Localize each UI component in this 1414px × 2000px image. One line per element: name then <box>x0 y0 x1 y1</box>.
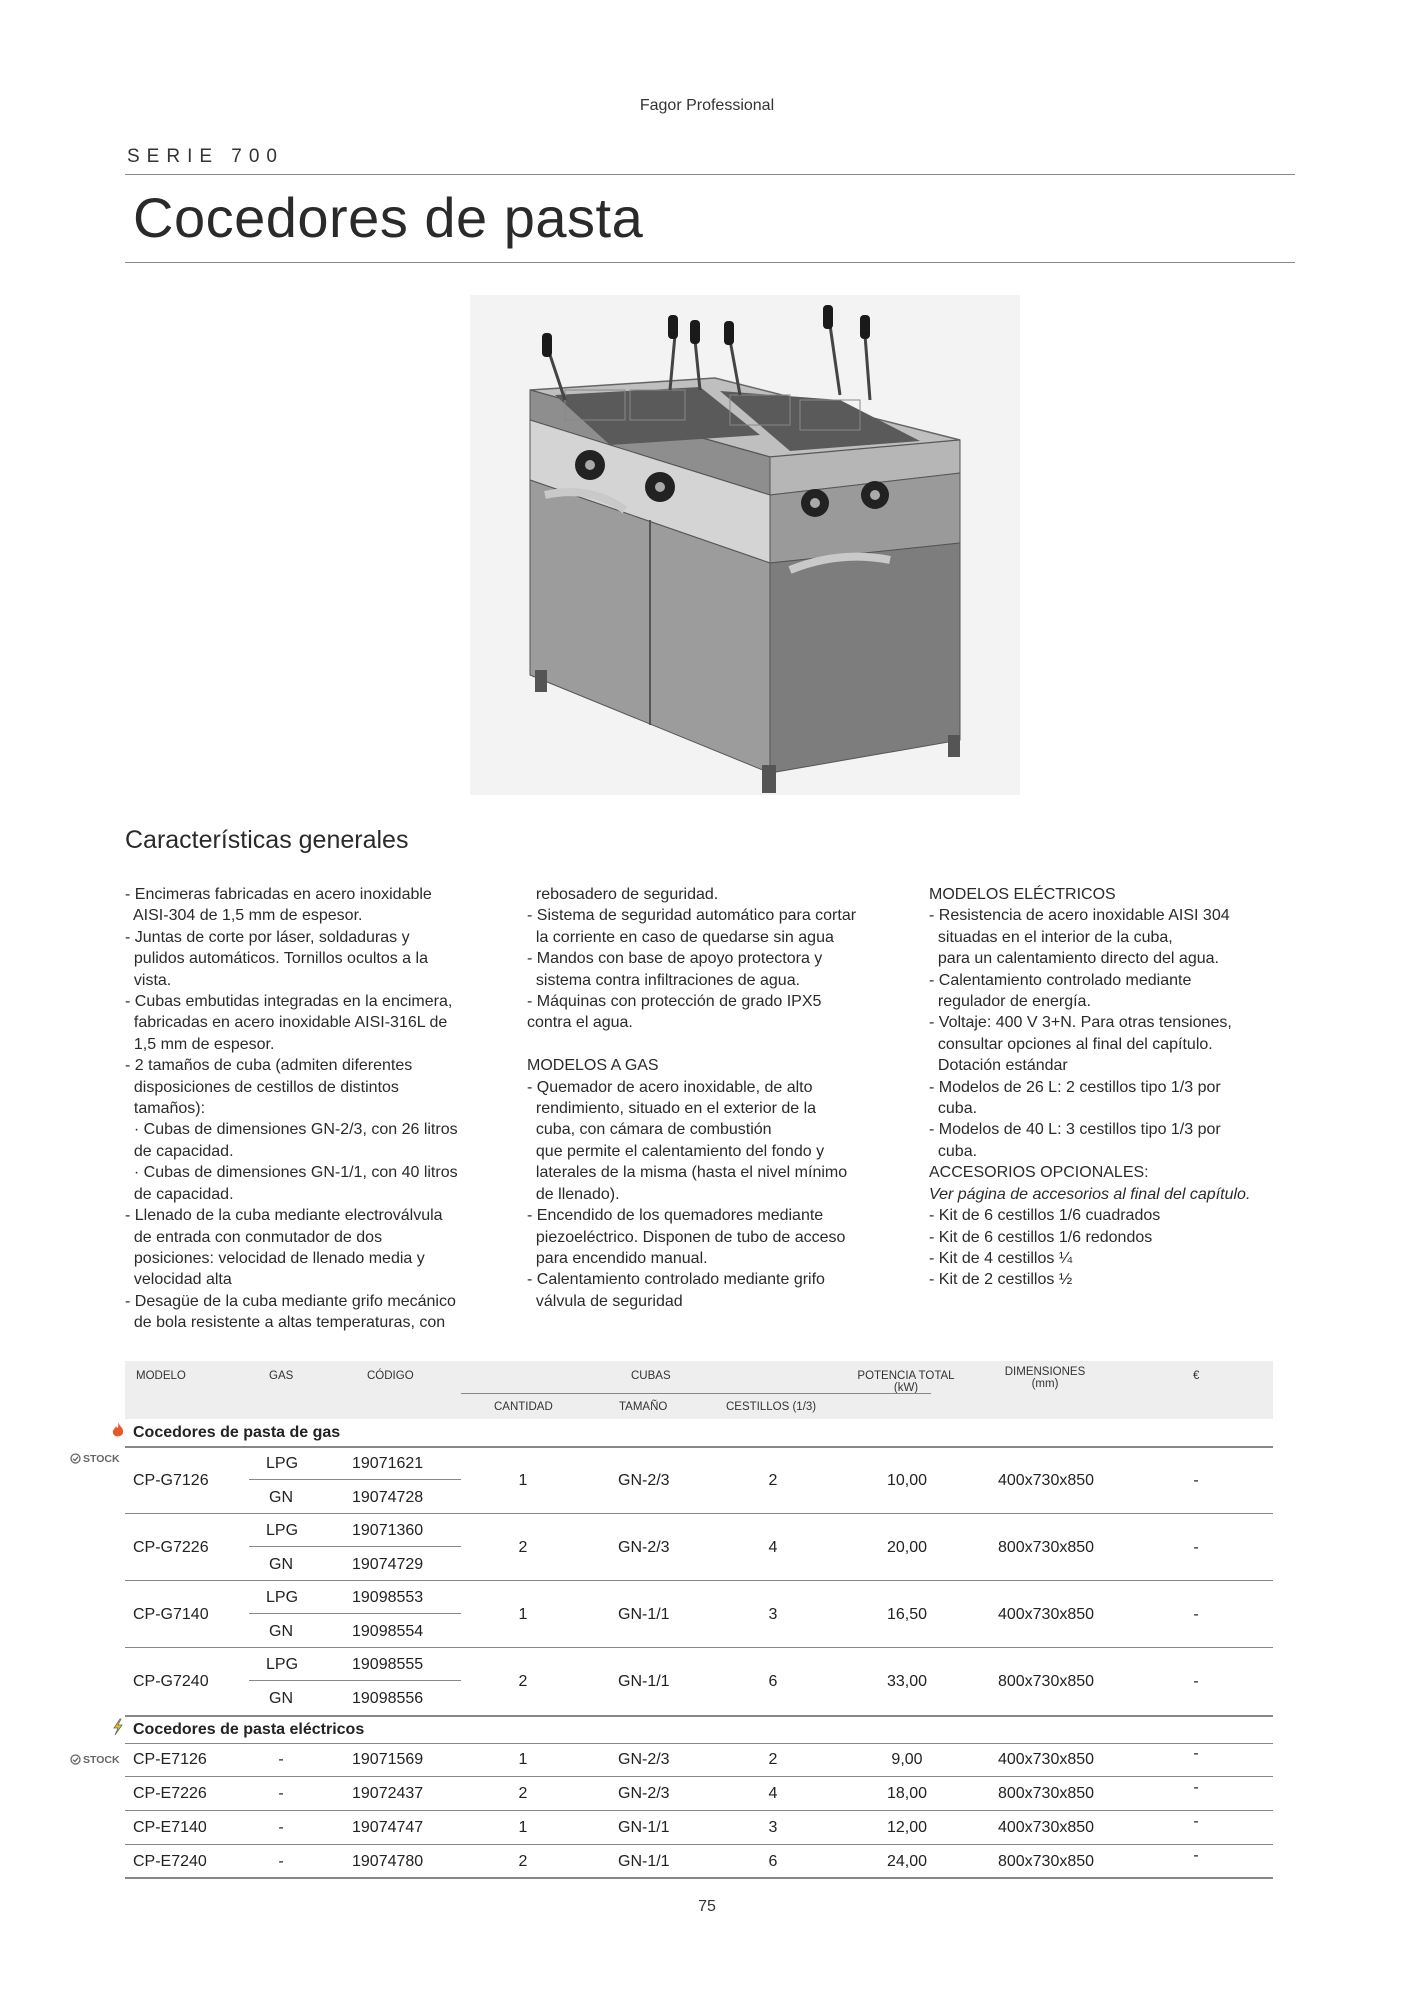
qty-cell: 1 <box>518 1472 528 1489</box>
model-cell: CP-E7240 <box>133 1853 207 1870</box>
dims-cell: 800x730x850 <box>997 1785 1095 1802</box>
qty-cell: 2 <box>518 1673 528 1690</box>
feature-line: pulidos automáticos. Tornillos ocultos a la <box>125 950 428 968</box>
feature-line: de entrada con conmutador de dos <box>125 1228 383 1246</box>
feature-line: cuba, con cámara de combustión <box>527 1121 772 1139</box>
feature-line: consultar opciones al final del capítulo. <box>929 1035 1213 1053</box>
size-cell: GN-2/3 <box>618 1472 670 1489</box>
feature-line: - Kit de 2 cestillos ½ <box>929 1271 1073 1289</box>
row-sub-divider <box>249 1613 461 1614</box>
power-cell: 33,00 <box>886 1673 928 1690</box>
qty-cell: 1 <box>518 1606 528 1623</box>
row-divider <box>125 1810 1273 1811</box>
row-sub-divider <box>249 1680 461 1681</box>
baskets-cell: 3 <box>768 1819 778 1836</box>
feature-line: - Sistema de seguridad automático para cortar <box>527 907 857 925</box>
price-cell: - <box>1193 1539 1199 1556</box>
feature-line: - Kit de 4 cestillos ¼ <box>929 1249 1073 1267</box>
baskets-cell: 6 <box>768 1673 778 1690</box>
feature-line: - Kit de 6 cestillos 1/6 cuadrados <box>929 1207 1161 1225</box>
feature-line: - Encendido de los quemadores mediante <box>527 1207 824 1225</box>
code-cell: 19071621 <box>352 1455 424 1472</box>
col-header-potencia <box>856 1370 956 1394</box>
feature-line: cuba. <box>929 1142 978 1160</box>
price-cell: - <box>1193 1779 1199 1796</box>
feature-line: disposiciones de cestillos de distintos <box>125 1078 399 1096</box>
code-cell: 19074780 <box>352 1853 424 1870</box>
dims-cell: 800x730x850 <box>997 1853 1095 1870</box>
features-column-3 <box>929 884 1250 1291</box>
size-cell: GN-1/1 <box>618 1673 670 1690</box>
baskets-cell: 4 <box>768 1539 778 1556</box>
product-image <box>470 295 1020 795</box>
gas-cell: GN <box>269 1623 293 1640</box>
code-cell: 19072437 <box>352 1785 424 1802</box>
stock-badge <box>70 1453 120 1465</box>
col-header-cestillos: CESTILLOS (1/3) <box>726 1401 817 1413</box>
page-number: 75 <box>698 1898 716 1915</box>
feature-line: velocidad alta <box>125 1271 232 1289</box>
row-divider <box>125 1776 1273 1777</box>
feature-line: piezoeléctrico. Disponen de tubo de acceso <box>527 1228 846 1246</box>
gas-cell: LPG <box>266 1455 299 1472</box>
dims-cell: 400x730x850 <box>997 1751 1095 1768</box>
model-cell: CP-G7226 <box>133 1539 209 1556</box>
model-cell: CP-E7126 <box>133 1751 207 1768</box>
feature-line: - Juntas de corte por láser, soldaduras y <box>125 928 410 946</box>
series-label: SERIE 700 <box>127 146 284 167</box>
potencia-line-2: (kW) <box>893 1382 919 1394</box>
potencia-line-1: POTENCIA TOTAL <box>857 1370 955 1382</box>
brand-header: Fagor Professional <box>639 97 775 114</box>
power-cell: 10,00 <box>886 1472 928 1489</box>
price-cell: - <box>1193 1673 1199 1690</box>
dimensiones-line-2: (mm) <box>1031 1378 1059 1390</box>
gas-cell: LPG <box>266 1656 299 1673</box>
stock-label: STOCK <box>83 1754 120 1766</box>
feature-line: - Encimeras fabricadas en acero inoxidable <box>125 886 432 903</box>
page-title: Cocedores de pasta <box>133 186 644 249</box>
size-cell: GN-1/1 <box>618 1606 670 1623</box>
feature-line: de capacidad. <box>125 1185 234 1203</box>
feature-line: para un calentamiento directo del agua. <box>929 950 1219 968</box>
feature-line: - Desagüe de la cuba mediante grifo mecánico <box>125 1292 456 1310</box>
power-cell: 9,00 <box>891 1751 923 1768</box>
qty-cell: 2 <box>518 1785 528 1802</box>
features-column-1 <box>125 884 458 1334</box>
code-cell: 19098556 <box>352 1690 424 1707</box>
code-cell: 19071360 <box>352 1522 424 1539</box>
model-cell: CP-G7126 <box>133 1472 209 1489</box>
col-header-cubas: CUBAS <box>631 1370 671 1382</box>
col-header-cantidad: CANTIDAD <box>494 1401 553 1413</box>
feature-line: - Resistencia de acero inoxidable AISI 304 <box>929 907 1230 925</box>
feature-line: - Llenado de la cuba mediante electroválvula <box>125 1207 443 1225</box>
section-electric: Cocedores de pasta eléctricos <box>133 1721 365 1738</box>
model-cell: CP-E7226 <box>133 1785 207 1802</box>
size-cell: GN-2/3 <box>618 1539 670 1556</box>
code-cell: 19074728 <box>352 1489 424 1506</box>
qty-cell: 1 <box>518 1819 528 1836</box>
feature-line: - Cubas embutidas integradas en la encimera, <box>125 993 453 1011</box>
price-cell: - <box>1193 1745 1199 1762</box>
col-header-precio: € <box>1193 1370 1200 1382</box>
col-header-tamano: TAMAÑO <box>619 1401 668 1413</box>
dims-cell: 800x730x850 <box>997 1673 1095 1690</box>
dims-cell: 400x730x850 <box>997 1819 1095 1836</box>
cubas-underline <box>461 1393 931 1394</box>
row-divider <box>125 1647 1273 1648</box>
feature-line: · Cubas de dimensiones GN-1/1, con 40 litros <box>125 1164 458 1182</box>
feature-line: sistema contra infiltraciones de agua. <box>527 971 801 989</box>
feature-line: - 2 tamaños de cuba (admiten diferentes <box>125 1057 413 1075</box>
feature-line: - Voltaje: 400 V 3+N. Para otras tensiones, <box>929 1014 1232 1032</box>
price-cell: - <box>1193 1472 1199 1489</box>
feature-line: - Kit de 6 cestillos 1/6 redondos <box>929 1228 1153 1246</box>
baskets-cell: 2 <box>768 1751 778 1768</box>
baskets-cell: 6 <box>768 1853 778 1870</box>
baskets-cell: 4 <box>768 1785 778 1802</box>
col-header-dimensiones <box>995 1366 1095 1390</box>
section-line <box>125 1446 1273 1448</box>
feature-line: para encendido manual. <box>527 1249 708 1267</box>
dims-cell: 800x730x850 <box>997 1539 1095 1556</box>
code-cell: 19074729 <box>352 1556 424 1573</box>
row-sub-divider <box>249 1546 461 1547</box>
feature-line: contra el agua. <box>527 1014 633 1032</box>
check-circle-icon <box>70 1754 81 1765</box>
price-cell: - <box>1193 1847 1199 1864</box>
feature-line: MODELOS A GAS <box>527 1057 659 1075</box>
feature-line: fabricadas en acero inoxidable AISI-316L de <box>125 1014 448 1032</box>
feature-line: que permite el calentamiento del fondo y <box>527 1142 825 1160</box>
feature-line: de bola resistente a altas temperaturas, con <box>125 1314 446 1332</box>
features-heading: Características generales <box>125 826 409 854</box>
power-cell: 24,00 <box>886 1853 928 1870</box>
stock-label: STOCK <box>83 1453 120 1465</box>
feature-line: - Calentamiento controlado mediante <box>929 971 1192 989</box>
power-cell: 20,00 <box>886 1539 928 1556</box>
feature-line: posiciones: velocidad de llenado media y <box>125 1249 425 1267</box>
feature-line: - Mandos con base de apoyo protectora y <box>527 950 823 968</box>
model-cell: CP-E7140 <box>133 1819 207 1836</box>
dims-cell: 400x730x850 <box>997 1472 1095 1489</box>
feature-line: Dotación estándar <box>929 1057 1068 1075</box>
feature-line: la corriente en caso de quedarse sin agua <box>527 928 834 946</box>
gas-cell: GN <box>269 1556 293 1573</box>
col-header-gas: GAS <box>269 1370 294 1382</box>
feature-line: - Calentamiento controlado mediante grifo <box>527 1271 825 1289</box>
divider-top <box>125 174 1295 175</box>
gas-cell: - <box>278 1853 284 1870</box>
feature-line: - Máquinas con protección de grado IPX5 <box>527 993 822 1011</box>
feature-line: - Modelos de 26 L: 2 cestillos tipo 1/3 por <box>929 1078 1221 1096</box>
row-divider <box>125 1513 1273 1514</box>
baskets-cell: 3 <box>768 1606 778 1623</box>
price-cell: - <box>1193 1606 1199 1623</box>
feature-line <box>527 1034 856 1055</box>
power-cell: 12,00 <box>886 1819 928 1836</box>
feature-line: vista. <box>125 971 172 989</box>
col-header-modelo: MODELO <box>136 1370 186 1382</box>
dims-cell: 400x730x850 <box>997 1606 1095 1623</box>
qty-cell: 1 <box>518 1751 528 1768</box>
feature-line: AISI-304 de 1,5 mm de espesor. <box>125 907 363 925</box>
check-circle-icon <box>70 1453 81 1464</box>
table-bottom-line <box>125 1877 1273 1879</box>
table-header <box>125 1361 1273 1419</box>
price-cell: - <box>1193 1813 1199 1830</box>
row-sub-divider <box>249 1479 461 1480</box>
model-cell: CP-G7240 <box>133 1673 209 1690</box>
code-cell: 19098553 <box>352 1589 424 1606</box>
feature-line: 1,5 mm de espesor. <box>125 1035 275 1053</box>
feature-line: Ver página de accesorios al final del capítulo. <box>929 1185 1251 1203</box>
section-gas: Cocedores de pasta de gas <box>133 1424 341 1441</box>
qty-cell: 2 <box>518 1539 528 1556</box>
feature-line: rendimiento, situado en el exterior de la <box>527 1100 817 1118</box>
feature-line: de capacidad. <box>125 1142 234 1160</box>
gas-cell: - <box>278 1751 284 1768</box>
gas-cell: - <box>278 1785 284 1802</box>
power-cell: 18,00 <box>886 1785 928 1802</box>
flame-icon <box>111 1421 125 1444</box>
stock-badge <box>70 1754 120 1766</box>
size-cell: GN-2/3 <box>618 1751 670 1768</box>
qty-cell: 2 <box>518 1853 528 1870</box>
feature-line: regulador de energía. <box>929 993 1091 1011</box>
row-divider <box>125 1715 1273 1717</box>
feature-line: laterales de la misma (hasta el nivel mínimo <box>527 1164 848 1182</box>
model-cell: CP-G7140 <box>133 1606 209 1623</box>
gas-cell: GN <box>269 1489 293 1506</box>
feature-line: - Modelos de 40 L: 3 cestillos tipo 1/3 por <box>929 1121 1221 1139</box>
features-column-2 <box>527 884 856 1312</box>
lightning-icon <box>111 1718 125 1741</box>
code-cell: 19071569 <box>352 1751 424 1768</box>
power-cell: 16,50 <box>886 1606 928 1623</box>
size-cell: GN-1/1 <box>618 1819 670 1836</box>
dimensiones-line-1: DIMENSIONES <box>1004 1366 1086 1378</box>
feature-line: - Quemador de acero inoxidable, de alto <box>527 1078 813 1096</box>
gas-cell: GN <box>269 1690 293 1707</box>
feature-line: · Cubas de dimensiones GN-2/3, con 26 litros <box>125 1121 458 1139</box>
section-line <box>125 1743 1273 1744</box>
gas-cell: - <box>278 1819 284 1836</box>
feature-line: MODELOS ELÉCTRICOS <box>929 886 1116 903</box>
row-divider <box>125 1580 1273 1581</box>
code-cell: 19098555 <box>352 1656 424 1673</box>
baskets-cell: 2 <box>768 1472 778 1489</box>
row-divider <box>125 1844 1273 1845</box>
code-cell: 19074747 <box>352 1819 424 1836</box>
col-header-codigo: CÓDIGO <box>367 1370 414 1382</box>
size-cell: GN-2/3 <box>618 1785 670 1802</box>
gas-cell: LPG <box>266 1589 299 1606</box>
code-cell: 19098554 <box>352 1623 424 1640</box>
feature-line: tamaños): <box>125 1100 206 1118</box>
feature-line: ACCESORIOS OPCIONALES: <box>929 1164 1149 1182</box>
feature-line: cuba. <box>929 1100 978 1118</box>
feature-line: situadas en el interior de la cuba, <box>929 928 1173 946</box>
feature-line: válvula de seguridad <box>527 1292 683 1310</box>
divider-title <box>125 262 1295 263</box>
feature-line: de llenado). <box>527 1185 620 1203</box>
gas-cell: LPG <box>266 1522 299 1539</box>
feature-line: rebosadero de seguridad. <box>527 886 719 903</box>
size-cell: GN-1/1 <box>618 1853 670 1870</box>
